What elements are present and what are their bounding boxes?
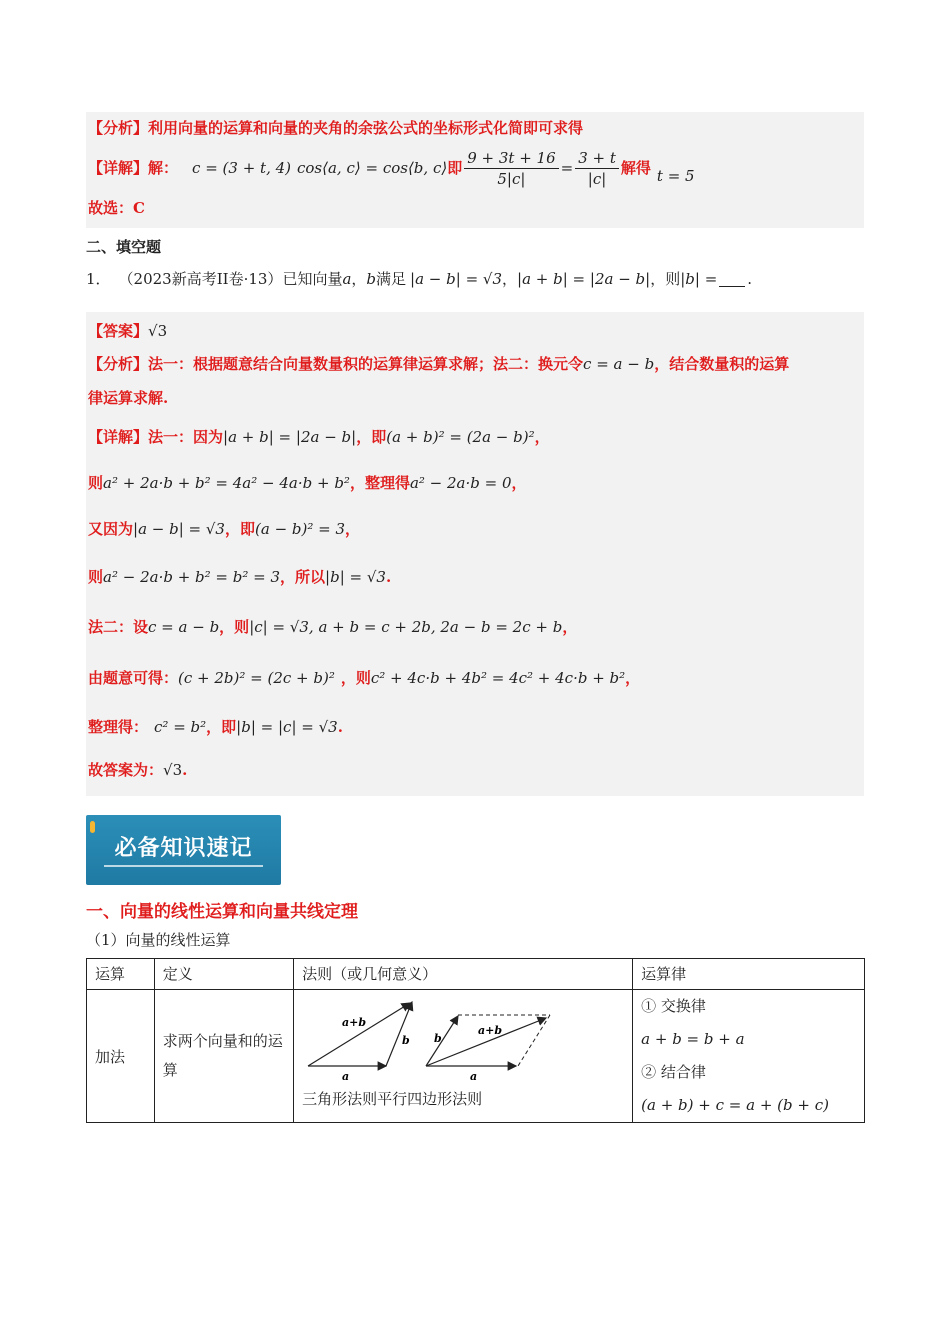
label-a-plus-b: a+b [342, 1016, 367, 1029]
header-law: 运算律 [633, 959, 865, 990]
condition-1: |a − b| = √3 [410, 270, 503, 288]
l2-text-b: ，整理得 [349, 474, 410, 492]
l1-text-c: ， [534, 428, 550, 446]
detail-line-1 [88, 414, 858, 460]
operations-table [86, 958, 865, 1123]
header-definition: 定义 [154, 959, 293, 990]
cell-law [633, 990, 865, 1123]
detail-tag: 【详解】 [88, 159, 149, 177]
vector-a: a [342, 270, 352, 288]
analysis-text-2b: ，结合数量积的运算 [654, 355, 790, 373]
detail-line-2 [88, 460, 858, 506]
law2-title: ② 结合律 [641, 1063, 706, 1081]
condition-2: |a + b| = |2a − b| [517, 270, 651, 288]
cell-op: 加法 [87, 990, 155, 1123]
analysis-line-3 [88, 382, 858, 414]
analysis-line [88, 114, 858, 142]
section-heading: 一、向量的线性运算和向量共线定理 [86, 902, 358, 922]
choose-label: 故选： [88, 199, 134, 217]
detail-tag-2: 【详解】 [88, 428, 149, 446]
l4-formula-1: a² − 2a·b + b² = b² = 3 [103, 568, 281, 586]
detail-line-4 [88, 552, 858, 602]
l5-formula-1: c = a − b [148, 618, 220, 636]
answer-blank [719, 272, 745, 287]
question-sep-2: ， [502, 270, 518, 288]
l8-text-a: 故答案为： [88, 761, 164, 779]
fraction-1 [464, 148, 558, 189]
l6-formula-2: c² + 4c·b + 4b² = 4c² + 4c·b + b² [370, 669, 626, 687]
analysis-line-2 [88, 346, 858, 382]
l2-text-c: ， [511, 474, 527, 492]
ask-formula: |b| = [680, 270, 718, 288]
badge-underline [104, 865, 263, 867]
l6-text-b: ，则 [340, 669, 371, 687]
rule-caption: 三角形法则平行四边形法则 [302, 1090, 483, 1108]
l4-text-a: 则 [88, 568, 104, 586]
formula-cos: cos⟨a, c⟩ = cos⟨b, c⟩ [297, 159, 448, 177]
detail-line-3 [88, 506, 858, 552]
cell-rule [294, 990, 633, 1123]
vector-addition-diagram [302, 992, 624, 1082]
l4-text-b: ，所以 [280, 568, 326, 586]
answer-value: √3 [148, 322, 168, 340]
question-sep: ， [351, 270, 367, 288]
analysis-text-2a: 法一：根据题意结合向量数量积的运算律运算求解；法二：换元令 [148, 355, 584, 373]
label-b: b [402, 1034, 410, 1047]
ji-text: 即 [447, 159, 463, 177]
l4-text-c: . [385, 568, 392, 586]
label-a-plus-b-2: a+b [478, 1024, 503, 1037]
l8-formula-1: √3 [163, 761, 183, 779]
l8-text-c: . [182, 761, 188, 779]
l1-text-a: 法一：因为 [148, 428, 224, 446]
law2-formula: (a + b) + c = a + (b + c) [641, 1096, 829, 1114]
question-number: 1． [86, 270, 111, 288]
analysis-tag: 【分析】 [88, 119, 149, 137]
fraction-1-denominator: 5|c| [497, 169, 526, 188]
detail-line-5 [88, 602, 858, 652]
l2-text-a: 则 [88, 474, 104, 492]
l2-formula-2: a² − 2a·b = 0 [409, 474, 512, 492]
fraction-2-numerator: 3 + t [575, 148, 619, 169]
l7-formula-1: c² = b² [154, 718, 207, 736]
answer-line [88, 316, 858, 346]
l2-formula-1: a² + 2a·b + b² = 4a² − 4a·b + b² [103, 474, 350, 492]
vector-b: b [366, 270, 377, 288]
l7-formula-2: |b| = |c| = √3 [236, 718, 338, 736]
law1-formula: a + b = b + a [641, 1030, 745, 1048]
l7-text-a: 整理得： [88, 718, 149, 736]
analysis-tag-2: 【分析】 [88, 355, 149, 373]
question-text-1: 已知向量 [282, 270, 343, 288]
subsection-heading: （1）向量的线性运算 [86, 931, 231, 949]
detail-line-7 [88, 704, 858, 750]
label-a-2: a [470, 1070, 478, 1082]
previous-solution-block [86, 112, 864, 228]
question-source: （2023新高考II卷·13） [118, 270, 283, 288]
question-text-2: 满足 [376, 270, 407, 288]
header-rule: 法则（或几何意义） [294, 959, 633, 990]
table-row [87, 990, 865, 1123]
answer-tag: 【答案】 [88, 322, 149, 340]
solve-text: 解得 [620, 159, 651, 177]
l1-formula-1: |a + b| = |2a − b| [223, 428, 357, 446]
formula-c: c = (3 + t, 4) [192, 159, 291, 177]
l1-formula-2: (a + b)² = (2a − b)² [386, 428, 535, 446]
result-formula: t = 5 [656, 167, 695, 185]
detail-prefix: 解： [148, 159, 179, 177]
question-text-3: ，则 [650, 270, 681, 288]
detail-line-8 [88, 750, 858, 790]
l1-text-b: ，即 [356, 428, 387, 446]
l5-text-c: ， [562, 618, 578, 636]
l3-text-b: ，即 [224, 520, 255, 538]
badge-text: 必备知识速记 [114, 836, 253, 861]
answer-block [86, 312, 864, 796]
table-header-row [87, 959, 865, 990]
l6-formula-1: (c + 2b)² = (2c + b)² [178, 669, 335, 687]
l3-text-a: 又因为 [88, 520, 134, 538]
section-fill-title: 二、填空题 [86, 238, 162, 256]
page-content [86, 112, 864, 796]
label-a: a [342, 1070, 350, 1082]
l6-text-c: ， [625, 669, 641, 687]
choose-value: C [133, 199, 145, 217]
header-op: 运算 [87, 959, 155, 990]
equals-sign: = [560, 159, 574, 177]
choose-line [88, 194, 858, 222]
l3-text-c: ， [345, 520, 361, 538]
l5-formula-2: |c| = √3, a + b = c + 2b, 2a − b = 2c + b [249, 618, 563, 636]
parallelogram-rule-diagram [426, 1015, 550, 1082]
fraction-2 [575, 148, 619, 189]
fraction-1-numerator: 9 + 3t + 16 [464, 148, 558, 169]
l7-text-c: . [337, 718, 343, 736]
l3-formula-2: (a − b)² = 3 [255, 520, 346, 538]
question-end: . [747, 270, 753, 288]
cell-definition: 求两个向量和的运算 [154, 990, 293, 1123]
l7-text-b: ，即 [206, 718, 237, 736]
l4-formula-2: |b| = √3 [325, 568, 386, 586]
question-line [86, 260, 864, 298]
label-b-2: b [434, 1032, 442, 1045]
triangle-rule-diagram [308, 1002, 412, 1082]
l5-text-a: 法二：设 [88, 618, 149, 636]
knowledge-badge [86, 815, 281, 885]
l3-formula-1: |a − b| = √3 [133, 520, 225, 538]
detail-line [88, 142, 858, 194]
fraction-2-denominator: |c| [587, 169, 607, 188]
detail-line-6 [88, 652, 858, 704]
l6-text-a: 由题意可得： [88, 669, 179, 687]
analysis-text: 利用向量的运算和向量的夹角的余弦公式的坐标形式化简即可求得 [148, 119, 584, 137]
law1-title: ① 交换律 [641, 997, 706, 1015]
analysis-text-2c: 律运算求解. [88, 389, 169, 407]
l5-text-b: ，则 [219, 618, 250, 636]
substitution-formula: c = a − b [583, 355, 655, 373]
